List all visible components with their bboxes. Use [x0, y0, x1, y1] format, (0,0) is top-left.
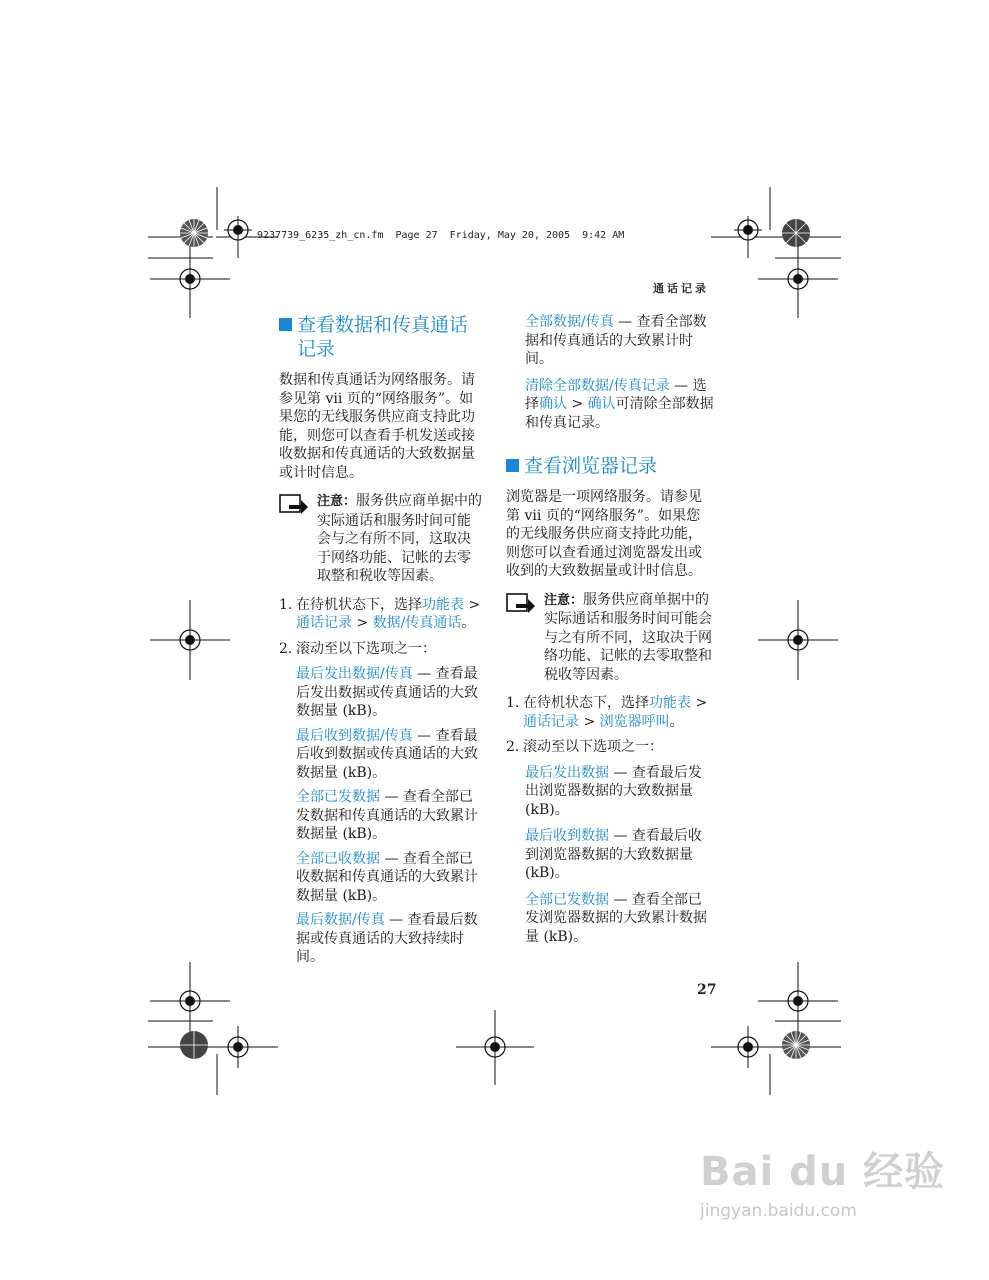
step-text — [523, 694, 714, 731]
menu-link-call-log[interactable]: 通话记录 — [296, 615, 352, 631]
option-name[interactable]: 清除全部数据/传真记录 — [525, 377, 670, 394]
menu-link-browser-calls[interactable]: 浏览器呼叫 — [599, 713, 670, 730]
step-2 — [279, 640, 484, 659]
option-item — [525, 764, 714, 820]
option-name[interactable]: 最后发出数据/传真 — [296, 666, 413, 682]
step-1 — [506, 694, 714, 731]
section-title: 查看浏览器记录 — [524, 455, 658, 477]
option-desc: — 查看全部已收数据和传真通话的大致累计数据量 (kB)。 — [296, 850, 478, 904]
note-text — [317, 492, 484, 586]
column-right — [506, 313, 714, 954]
option-desc: — 查看最后发出浏览器数据的大致数据量 (kB)。 — [525, 764, 702, 818]
section-heading-data-fax — [279, 313, 484, 361]
step-end: 。 — [669, 713, 684, 730]
option-desc: — 查看最后发出数据或传真通话的大致数据量 (kB)。 — [296, 666, 478, 719]
option-desc: — 查看全部已发数据和传真通话的大致累计数据量 (kB)。 — [296, 789, 478, 842]
menu-link-call-log[interactable]: 通话记录 — [523, 713, 579, 730]
option-item — [525, 377, 714, 433]
heading-square-icon — [506, 459, 519, 472]
step-end: 。 — [461, 615, 476, 631]
option-item — [296, 788, 484, 844]
menu-link-data-fax-calls[interactable]: 数据/传真通话 — [372, 615, 462, 631]
note-block — [506, 591, 714, 685]
option-item — [296, 911, 484, 967]
step-1 — [279, 596, 484, 633]
step-number: 1. — [279, 596, 293, 613]
option-desc: — 查看最后数据或传真通话的大致持续时间。 — [296, 912, 478, 965]
step-number: 2. — [279, 640, 293, 657]
column-left — [279, 313, 484, 973]
separator: > — [579, 713, 600, 730]
note-icon — [279, 494, 309, 516]
option-desc: — 查看全部已发浏览器数据的大致累计数据量 (kB)。 — [525, 891, 707, 945]
separator: > — [352, 615, 373, 631]
option-name[interactable]: 最后发出数据 — [525, 764, 609, 781]
note-label: 注意： — [317, 494, 357, 509]
option-item — [296, 850, 484, 906]
menu-link-confirm[interactable]: 确认 — [587, 396, 616, 412]
section-heading-browser — [506, 454, 714, 478]
watermark-logo: Bai du 经验 — [700, 1149, 946, 1195]
watermark — [700, 1140, 945, 1221]
option-item — [296, 727, 484, 783]
step-2 — [506, 738, 714, 757]
note-content: 服务供应商单据中的实际通话和服务时间可能会与之有所不同，这取决于网络功能、记帐的去零取整和税收等因素。 — [317, 493, 483, 584]
section-title: 查看数据和传真通话记录 — [297, 314, 469, 360]
option-desc: — 查看全部数据和传真通话的大致累计时间。 — [525, 314, 707, 367]
watermark-url: jingyan.baidu.com — [700, 1201, 857, 1221]
step-prefix: 在待机状态下，选择 — [296, 596, 422, 613]
menu-link-functions[interactable]: 功能表 — [649, 695, 691, 711]
step-text: 滚动至以下选项之一： — [523, 739, 663, 755]
separator: > — [464, 596, 481, 613]
option-name[interactable]: 全部已收数据 — [296, 850, 380, 867]
option-item — [525, 827, 714, 883]
note-label: 注意： — [544, 592, 584, 608]
menu-link-confirm[interactable]: 确认 — [539, 396, 567, 412]
option-name[interactable]: 全部数据/传真 — [525, 314, 614, 330]
step-text — [296, 596, 484, 633]
separator: > — [567, 396, 588, 412]
option-item — [525, 313, 714, 369]
option-name[interactable]: 最后数据/传真 — [296, 912, 385, 928]
option-desc: 可清除全部数据和传真记录。 — [525, 396, 714, 431]
separator: > — [691, 695, 708, 711]
section-intro: 浏览器是一项网络服务。请参见第 vii 页的“网络服务”。如果您的无线服务供应商支持此功能，则您可以查看通过浏览器发出或收到的大致数据量或计时信息。 — [506, 489, 702, 579]
option-name[interactable]: 全部已发数据 — [525, 891, 609, 908]
note-icon — [506, 593, 536, 615]
option-name[interactable]: 最后收到数据 — [525, 828, 609, 844]
section-intro: 数据和传真通话为网络服务。请参见第 vii 页的“网络服务”。如果您的无线服务供应商支持此功能，则您可以查看手机发送或接收数据和传真通话的大致数据量或计时信息。 — [279, 372, 475, 481]
step-number: 1. — [506, 695, 520, 711]
page-number: 27 — [697, 982, 717, 998]
note-content: 服务供应商单据中的实际通话和服务时间可能会与之有所不同，这取决于网络功能、记帐的去零取整和税收等因素。 — [544, 591, 712, 683]
option-item — [525, 891, 714, 947]
step-prefix: 在待机状态下，选择 — [523, 695, 649, 711]
running-head: 通话记录 — [653, 282, 709, 295]
option-desc: — 选择 — [525, 377, 707, 412]
note-block — [279, 492, 484, 586]
option-desc: — 查看最后收到浏览器数据的大致数据量 (kB)。 — [525, 828, 702, 881]
menu-link-functions[interactable]: 功能表 — [422, 596, 464, 613]
option-name[interactable]: 全部已发数据 — [296, 789, 380, 805]
heading-square-icon — [279, 318, 292, 331]
file-info-line: 9237739_6235_zh_cn.fm Page 27 Friday, May 20, 2005 9:42 AM — [257, 230, 625, 241]
step-number: 2. — [506, 739, 520, 755]
option-name[interactable]: 最后收到数据/传真 — [296, 727, 413, 744]
option-item — [296, 665, 484, 721]
note-text — [544, 591, 714, 685]
option-desc: — 查看最后收到数据或传真通话的大致数据量 (kB)。 — [296, 727, 478, 781]
step-text: 滚动至以下选项之一： — [296, 640, 436, 657]
